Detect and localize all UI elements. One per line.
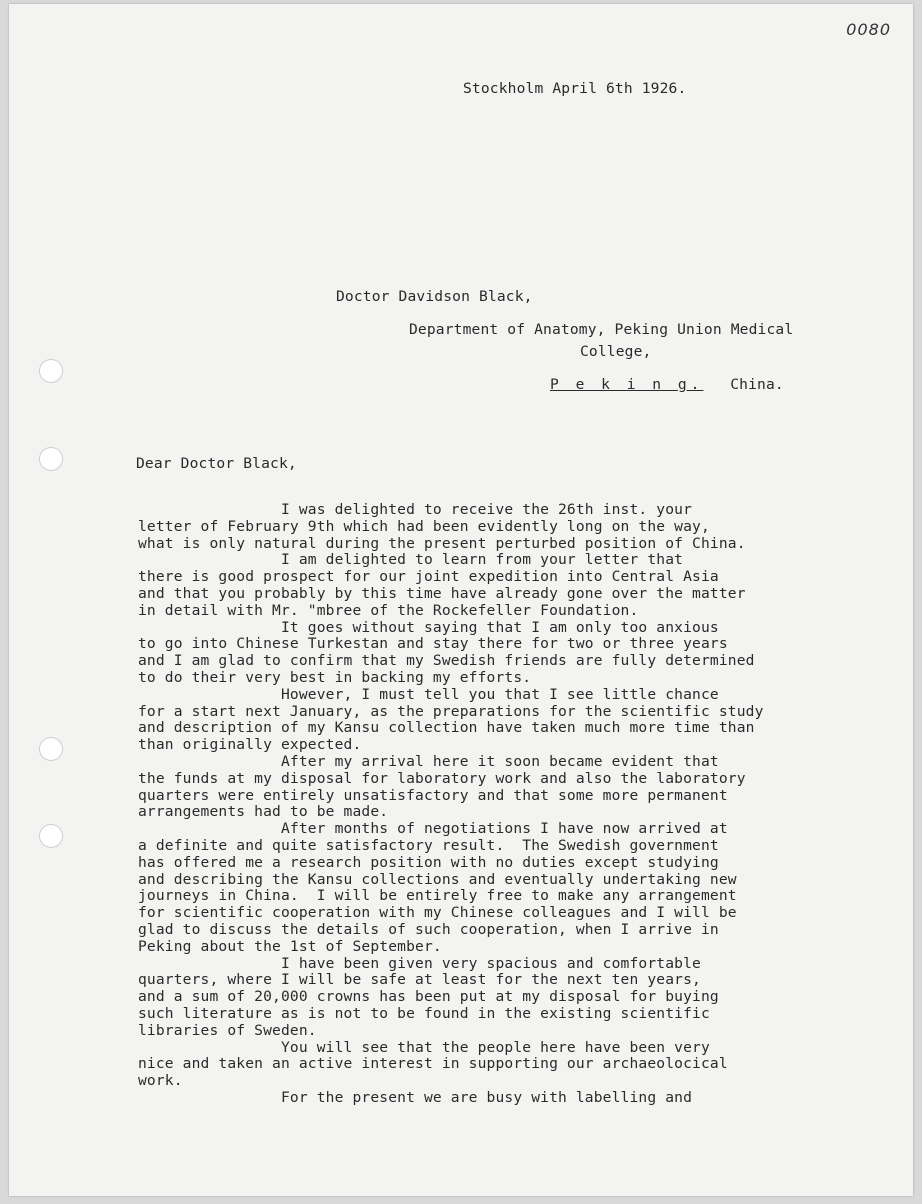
archive-number: 0080 [846,20,891,39]
body-line: for a start next January, as the preparations for the scientific study [138,702,764,720]
body-line: quarters were entirely unsatisfactory and that some more permanent [138,786,728,804]
salutation: Dear Doctor Black, [136,455,297,472]
body-line: and I am glad to confirm that my Swedish friends are fully determined [138,652,755,670]
body-line: nice and taken an active interest in supporting our archaeolocical [138,1055,728,1073]
body-line: and description of my Kansu collection have taken much more time than [138,719,755,737]
body-line: to do their very best in backing my efforts. [138,668,532,686]
body-line: and a sum of 20,000 crowns has been put at my disposal for buying [138,988,719,1006]
body-line: the funds at my disposal for laboratory work and also the laboratory [138,769,746,787]
body-line: and that you probably by this time have already gone over the matter [138,584,746,602]
recipient-college: College, [580,343,652,360]
body-line: letter of February 9th which had been evidently long on the way, [138,517,710,535]
body-line: a definite and quite satisfactory result. The Swedish government [138,836,719,854]
body-line: and describing the Kansu collections and eventually undertaking new [138,870,737,888]
body-line: has offered me a research position with no duties except studying [138,853,719,871]
letter-page [9,4,913,1196]
body-line: For the present we are busy with labelling and [138,1088,693,1106]
punch-hole [39,447,63,471]
body-line: journeys in China. I will be entirely free to make any arrangement [138,887,737,905]
recipient-name: Doctor Davidson Black, [336,288,533,305]
body-line: However, I must tell you that I see little chance [138,685,719,703]
body-line: After months of negotiations I have now arrived at [138,820,728,838]
punch-hole [39,359,63,383]
body-line: I was delighted to receive the 26th inst. your [138,501,693,518]
body-line: work. [138,1072,183,1090]
body-line: than originally expected. [138,736,362,754]
body-line: Peking about the 1st of September. [138,937,442,955]
body-line: I have been given very spacious and comfortable [138,954,701,972]
dateline: Stockholm April 6th 1926. [463,80,687,97]
body-line: for scientific cooperation with my Chinese colleagues and I will be [138,904,737,922]
body-line: libraries of Sweden. [138,1021,317,1039]
body-line: glad to discuss the details of such cooperation, when I arrive in [138,920,719,938]
body-line: quarters, where I will be safe at least for the next ten years, [138,971,701,989]
body-line: such literature as is not to be found in the existing scientific [138,1004,710,1022]
recipient-department: Department of Anatomy, Peking Union Medical [409,321,794,338]
punch-hole [39,824,63,848]
letter-body [138,502,878,1107]
recipient-city-line [550,377,784,393]
body-line: I am delighted to learn from your letter that [138,551,684,569]
body-line: After my arrival here it soon became evident that [138,752,719,770]
body-line: what is only natural during the present perturbed position of China. [138,534,746,552]
body-line: You will see that the people here have been very [138,1038,710,1056]
body-line: arrangements had to be made. [138,803,389,821]
body-line: in detail with Mr. "mbree of the Rockefeller Foundation. [138,601,639,619]
punch-hole [39,737,63,761]
body-line: there is good prospect for our joint expedition into Central Asia [138,568,719,586]
recipient-city: P e k i n g. [550,376,704,393]
body-line: It goes without saying that I am only too anxious [138,618,719,636]
body-line: to go into Chinese Turkestan and stay there for two or three years [138,635,728,653]
recipient-country: China. [730,376,784,393]
